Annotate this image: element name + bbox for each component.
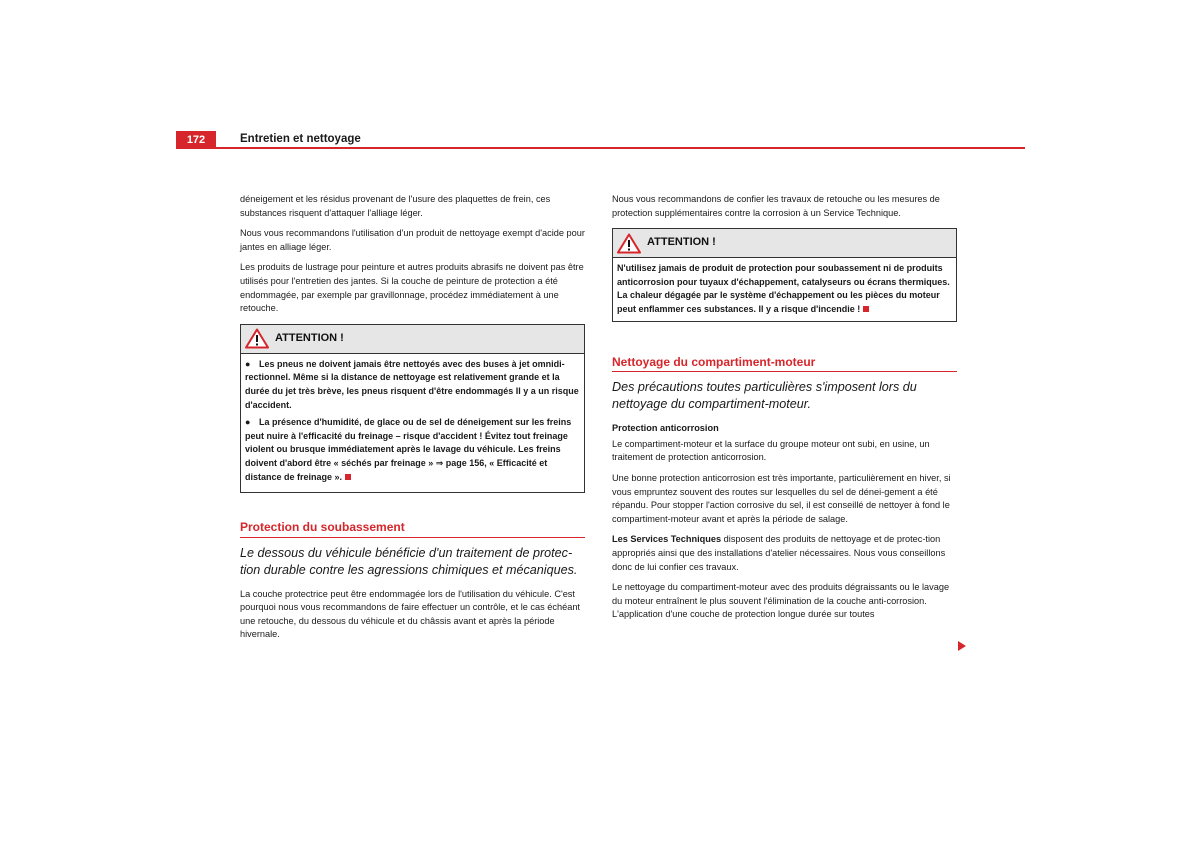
warning-item (245, 416, 580, 484)
warning-body (613, 258, 956, 320)
right-column (612, 193, 957, 629)
warning-item-text: La présence d'humidité, de glace ou de sel de déneigement sur les freins peut nuire à l'efficacité du freinage – risque d'accident ! Évitez tout freinage violent ou brusque immédiatement après le lavage du véhicule. Les freins doivent d'abord être « séchés par freinage » ⇒ page 156, « Efficacité et distance de freinage ». (245, 417, 572, 482)
paragraph-text: disposent des produits de nettoyage et de protec-tion appropriés ainsi que des installations d'atelier nécessaires. Nous vous conseillons donc de lui confier ces travaux. (612, 534, 946, 572)
warning-header (241, 325, 584, 354)
warning-triangle-icon (617, 233, 641, 254)
page-number: 172 (176, 131, 216, 149)
paragraph: Les produits de lustrage pour peinture et autres produits abrasifs ne doivent pas être utilisés pour l'entretien des jantes. Si la couche de peinture de protection a été endommagée, par exemple par gravillonnage, procédez immédiatement à une retouche. (240, 262, 584, 314)
next-page-arrow-icon (958, 641, 966, 651)
warning-box (612, 228, 957, 321)
paragraph: Nous vous recommandons l'utilisation d'un produit de nettoyage exempt d'acide pour jantes en alliage léger. (240, 228, 585, 252)
stop-square-icon (345, 474, 351, 480)
left-column (240, 193, 585, 649)
warning-body (241, 354, 584, 492)
warning-header (613, 229, 956, 258)
section-title: Protection du soubassement (240, 521, 585, 538)
paragraph: Une bonne protection anticorrosion est très importante, particulièrement en hiver, si vous empruntez souvent des routes sur lesquelles du sel de dénei-gement a été répandu. Pour stopper l'action corrosive du sel, il est conseillé de nettoyer à fond le compartiment-moteur avant et après la période de salage. (612, 472, 951, 524)
chapter-title: Entretien et nettoyage (240, 133, 361, 145)
warning-item (245, 358, 580, 412)
paragraph: Nous vous recommandons de confier les travaux de retouche ou les mesures de protection supplémentaires contre la corrosion à un Service Technique. (612, 194, 940, 218)
sub-heading: Protection anticorrosion (612, 423, 719, 434)
warning-text: N'utilisez jamais de produit de protection pour soubassement ni de produits anticorrosion pour tuyaux d'échappement, catalyseurs ou écrans thermiques. La chaleur dégagée par le système d'échappement ou les pièces du moteur peut enflammer ces substances. Il y a risque d'incendie ! (617, 263, 950, 314)
header-rule (176, 147, 1025, 149)
section-lead: Des précautions toutes particulières s'imposent lors du nettoyage du compartiment-moteur. (612, 380, 917, 412)
paragraph: déneigement et les résidus provenant de l'usure des plaquettes de frein, ces substances risquent d'attaquer l'alliage léger. (240, 194, 551, 218)
warning-box (240, 324, 585, 493)
paragraph (612, 533, 957, 574)
warning-title: ATTENTION ! (647, 236, 716, 249)
paragraph: Le nettoyage du compartiment-moteur avec des produits dégraissants ou le lavage du moteur entraînent le plus souvent l'élimination de la couche anti-corrosion. L'application d'une couche de protection longue durée sur toutes (612, 582, 950, 620)
stop-square-icon (863, 306, 869, 312)
paragraph: Le compartiment-moteur et la surface du groupe moteur ont subi, en usine, un traitement de protection anticorrosion. (612, 438, 930, 463)
bullet-icon: ● (245, 417, 251, 428)
warning-item-text: Les pneus ne doivent jamais être nettoyés avec des buses à jet omnidi-rectionnel. Même si la distance de nettoyage est relativement grande et la durée du jet très brève, les pneus risquent d'être endommagés Il y a un risque d'accident. (245, 358, 579, 410)
section-lead: Le dessous du véhicule bénéficie d'un traitement de protec-tion durable contre les agressions chimiques et mécaniques. (240, 545, 578, 577)
bold-term: Les Services Techniques (612, 534, 722, 545)
warning-title: ATTENTION ! (275, 331, 344, 344)
paragraph: La couche protectrice peut être endommagée lors de l'utilisation du véhicule. C'est pourquoi nous vous recommandons de faire effectuer un contrôle, et le cas échéant une retouche, du dessous du véhicule et du châssis avant et après la période hivernale. (240, 588, 580, 640)
warning-triangle-icon (245, 328, 269, 349)
bullet-icon: ● (245, 358, 251, 369)
section-title: Nettoyage du compartiment-moteur (612, 356, 957, 373)
